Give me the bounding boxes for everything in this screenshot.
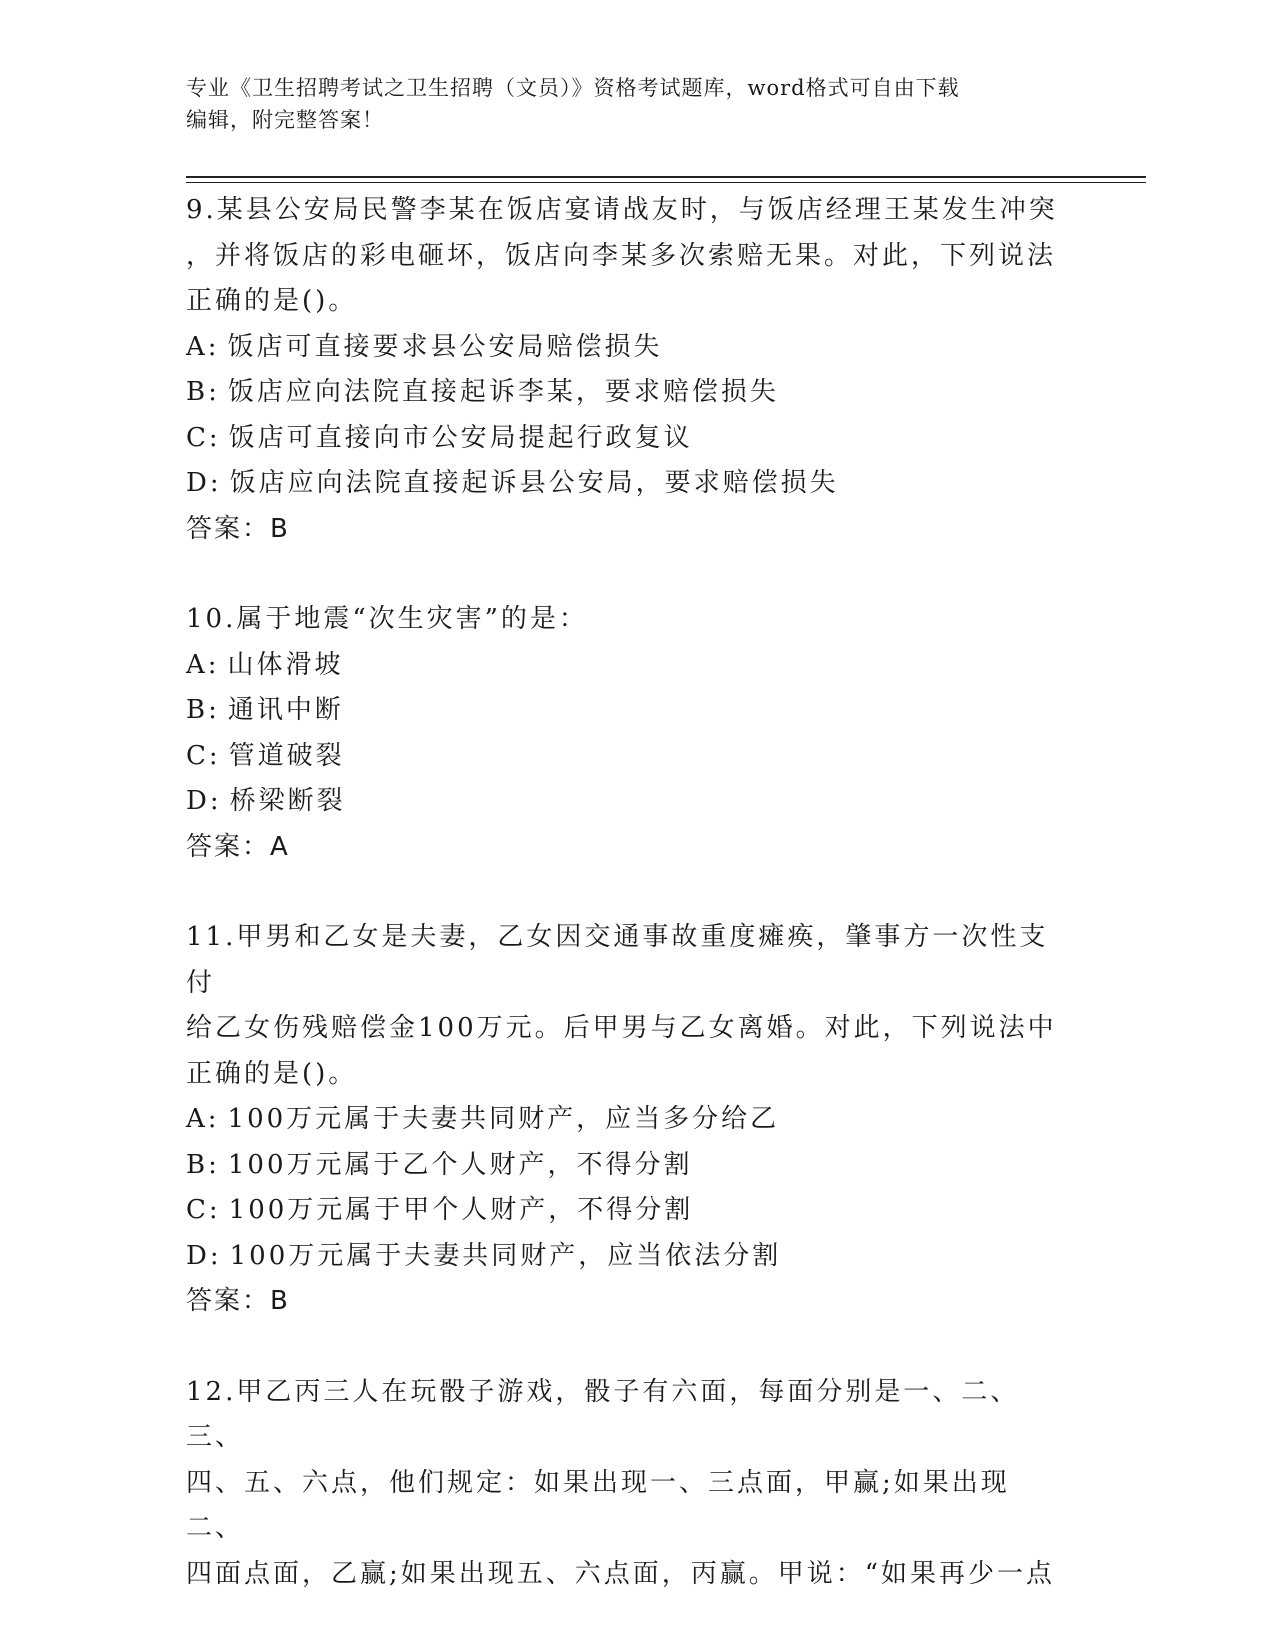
question-stem-line: 正确的是()。 [186, 1058, 358, 1089]
question-stem-line: 四面点面，乙赢;如果出现五、六点面，丙赢。甲说：“如果再少一点 [186, 1558, 1056, 1589]
option-text: 饭店可直接要求县公安局赔偿损失 [227, 331, 663, 362]
option-d [186, 1234, 1066, 1280]
header-line-2: 编辑，附完整答案！ [186, 108, 384, 132]
option-text: 100万元属于夫妻共同财产，应当依法分割 [229, 1240, 782, 1271]
question-stem-line: 10.属于地震“次生灾害”的是： [186, 604, 588, 634]
option-letter: B: [186, 695, 220, 725]
option-text: 100万元属于甲个人财产，不得分割 [228, 1195, 694, 1225]
option-d [186, 461, 1066, 507]
option-a [186, 643, 1066, 689]
option-letter: A: [186, 331, 220, 362]
option-d [186, 779, 1066, 825]
option-letter: C: [186, 422, 221, 453]
option-letter: C: [186, 1195, 221, 1225]
question-10 [186, 597, 1066, 870]
option-text: 饭店应向法院直接起诉李某，要求赔偿损失 [227, 377, 779, 407]
question-stem-line: 给乙女伤残赔偿金100万元。后甲男与乙女离婚。对此，下列说法中 [186, 1013, 1057, 1043]
option-letter: D: [186, 1240, 222, 1271]
option-text: 饭店可直接向市公安局提起行政复议 [228, 422, 693, 453]
question-11 [186, 915, 1066, 1325]
question-12 [186, 1370, 1066, 1598]
option-text: 管道破裂 [228, 740, 345, 771]
option-letter: A: [186, 1104, 220, 1134]
option-a [186, 325, 1066, 371]
option-a [186, 1097, 1066, 1143]
header-rule-thick [186, 176, 1146, 178]
option-letter: C: [186, 740, 221, 771]
header-rule-thin [186, 182, 1146, 183]
option-letter: A: [186, 649, 220, 680]
question-stem-line: 11.甲男和乙女是夫妻，乙女因交通事故重度瘫痪，肇事方一次性支付 [186, 922, 1049, 998]
option-letter: B: [186, 1149, 220, 1180]
option-b [186, 370, 1066, 416]
option-text: 饭店应向法院直接起诉县公安局，要求赔偿损失 [229, 468, 839, 498]
option-c [186, 1188, 1066, 1234]
option-c [186, 734, 1066, 780]
question-stem-line: ，并将饭店的彩电砸坏，饭店向李某多次索赔无果。对此，下列说法 [186, 240, 1057, 271]
option-letter: D: [186, 468, 222, 498]
question-list [186, 188, 1066, 1597]
answer-line: 答案：B [186, 1286, 290, 1316]
option-text: 100万元属于乙个人财产，不得分割 [227, 1149, 693, 1180]
question-9 [186, 188, 1066, 552]
option-text: 桥梁断裂 [229, 786, 346, 816]
document-header [186, 72, 1066, 136]
question-stem-line: 四、五、六点，他们规定：如果出现一、三点面，甲赢;如果出现二、 [186, 1467, 1010, 1543]
option-letter: D: [186, 786, 222, 816]
option-text: 通讯中断 [227, 695, 344, 725]
option-letter: B: [186, 377, 220, 407]
option-b [186, 1143, 1066, 1189]
option-c [186, 416, 1066, 462]
question-stem-line: 正确的是()。 [186, 286, 358, 316]
answer-line: 答案：A [186, 831, 290, 862]
question-stem-line: 9.某县公安局民警李某在饭店宴请战友时，与饭店经理王某发生冲突 [186, 195, 1058, 225]
option-text: 山体滑坡 [227, 649, 344, 680]
question-stem-line: 12.甲乙丙三人在玩骰子游戏，骰子有六面，每面分别是一、二、三、 [186, 1376, 1020, 1452]
option-b [186, 688, 1066, 734]
option-text: 100万元属于夫妻共同财产，应当多分给乙 [227, 1104, 780, 1134]
answer-line: 答案：B [186, 513, 290, 544]
header-line-1: 专业《卫生招聘考试之卫生招聘（文员）》资格考试题库，word格式可自由下载 [186, 76, 960, 100]
